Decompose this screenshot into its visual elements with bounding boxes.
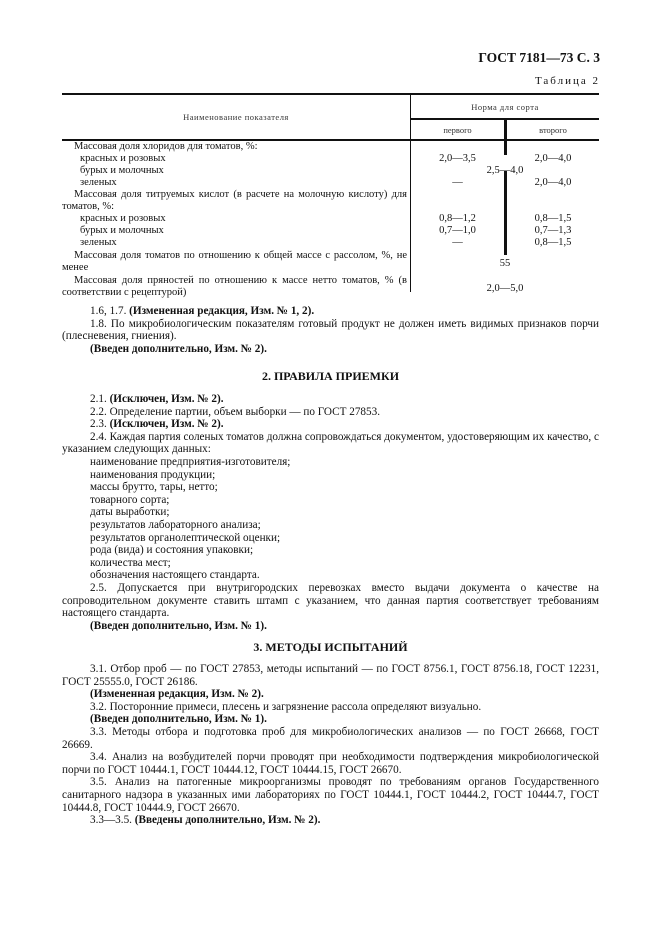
row-name: Массовая доля хлоридов для томатов, %:: [74, 141, 258, 152]
amendment-note: (Измененная редакция, Изм. № 1, 2).: [129, 305, 315, 317]
section-2: [62, 370, 599, 383]
row-value-first: 0,7—1,0: [439, 225, 476, 236]
list-item: массы брутто, тары, нетто;: [90, 481, 218, 494]
paragraph-3-5: 3.5. Анализ на патогенные микроорганизмы проводят по требованиям органов Государственного санитарного надзора в указанных ими лабораториях по ГОСТ 10444.1, ГОСТ 10444.2, ГОСТ 10444.7, ГОСТ 10444.8, ГОСТ 10444.9, ГОСТ 26670.: [62, 776, 599, 814]
section-2-title: 2. ПРАВИЛА ПРИЕМКИ: [261, 369, 400, 383]
row-value-second: 2,0—4,0: [534, 177, 572, 188]
paragraph-number: 1.6, 1.7.: [90, 305, 127, 317]
column-header-norm: Норма для сорта: [471, 101, 539, 112]
row-name: бурых и молочных: [80, 225, 164, 236]
section-3-title: 3. МЕТОДЫ ИСПЫТАНИЙ: [253, 640, 408, 654]
paragraph-2-1: [62, 393, 599, 406]
row-value-first: 2,0—3,5: [439, 153, 476, 164]
amendment-note: (Исключен, Изм. № 2).: [109, 393, 224, 405]
amendment-note: (Введен дополнительно, Изм. № 2).: [90, 342, 267, 355]
row-value-second: 2,0—4,0: [534, 153, 572, 164]
row-value-second: 0,8—1,5: [534, 213, 572, 224]
paragraph-3-4: 3.4. Анализ на возбудителей порчи проводят при необходимости подтверждения микробиологической порчи по ГОСТ 10444.1, ГОСТ 10444.12, ГОСТ 10444.15, ГОСТ 26670.: [62, 751, 599, 776]
amendment-note: (Исключен, Изм. № 2).: [109, 418, 224, 431]
list-item: результатов лабораторного анализа;: [90, 518, 261, 531]
column-header-indicator: Наименование показателя: [183, 112, 289, 122]
row-value-second: 0,8—1,5: [534, 237, 572, 248]
paragraph-number: 2.3.: [90, 418, 107, 431]
row-name: зеленых: [80, 237, 117, 248]
paragraph-3-3-3-5: [62, 814, 599, 827]
paragraph-2-3: [62, 418, 599, 431]
paragraph-number: 3.3—3.5.: [90, 814, 132, 827]
row-value-first: 0,8—1,2: [439, 213, 476, 224]
paragraph-3-2: 3.2. Посторонние примеси, плесень и загрязнение рассола определяют визуально.: [90, 700, 482, 713]
document-body-part1: [62, 305, 599, 355]
list-item: обозначения настоящего стандарта.: [90, 569, 260, 582]
paragraph-3-3: 3.3. Методы отбора и подготовка проб для микробиологических анализов — по ГОСТ 26668, ГОСТ 26669.: [62, 725, 599, 751]
list-item: товарного сорта;: [90, 493, 170, 506]
row-name: бурых и молочных: [80, 165, 164, 176]
row-value-first: —: [452, 237, 463, 248]
amendment-note: (Введены дополнительно, Изм. № 2).: [134, 814, 321, 827]
row-name: Массовая доля томатов по отношению к общей массе с рассолом, %, не менее: [62, 250, 407, 273]
row-name: зеленых: [80, 177, 117, 188]
row-value-first: —: [452, 177, 463, 188]
list-item: количества мест;: [90, 556, 171, 569]
list-item: даты выработки;: [90, 506, 170, 519]
paragraph-1-6-1-7: [62, 305, 599, 318]
row-name: Массовая доля титруемых кислот (в расчете на молочную кислоту) для томатов, %:: [62, 189, 407, 212]
paragraph-2-2: 2.2. Определение партии, объем выборки — по ГОСТ 27853.: [90, 405, 381, 418]
amendment-note: (Введен дополнительно, Изм. № 1).: [90, 713, 267, 726]
list-item: рода (вида) и состояния упаковки;: [90, 544, 254, 557]
column-header-second-grade: второго: [539, 124, 567, 135]
row-value-both: 55: [499, 258, 511, 269]
amendment-note: (Измененная редакция, Изм. № 2).: [90, 688, 264, 701]
paragraph-2-5: 2.5. Допускается при внутригородских перевозках вместо выдачи документа о качестве на сопроводительном документе ставить штамп с указанием, что данная партия соответствует требованиям настоящего стандарта.: [62, 581, 599, 620]
paragraph-3-1: 3.1. Отбор проб — по ГОСТ 27853, методы испытаний — по ГОСТ 8756.1, ГОСТ 8756.18, ГОСТ 12231, ГОСТ 25555.0, ГОСТ 26186.: [62, 663, 599, 688]
paragraph-1-8: 1.8. По микробиологическим показателям готовый продукт не должен иметь видимых признаков порчи (плесневения, гниения).: [62, 317, 599, 343]
section-3-body: [62, 663, 599, 827]
document-reference: ГОСТ 7181—73 С. 3: [478, 50, 600, 65]
row-name: Массовая доля пряностей по отношению к массе нетто томатов, % (в соответствии с рецептурой): [62, 275, 407, 298]
list-item: результатов органолептической оценки;: [90, 531, 281, 544]
paragraph-2-4: 2.4. Каждая партия соленых томатов должна сопровождаться документом, удостоверяющим их качество, с указанием следующих данных:: [62, 430, 599, 456]
list-item: наименования продукции;: [90, 468, 216, 481]
row-name: красных и розовых: [80, 153, 166, 164]
table-label: Таблица 2: [534, 75, 600, 87]
row-name: красных и розовых: [80, 213, 166, 224]
section-3: [62, 641, 599, 654]
column-header-first-grade: первого: [443, 124, 472, 135]
amendment-note: (Введен дополнительно, Изм. № 1).: [90, 619, 267, 632]
row-value-both: 2,0—5,0: [486, 283, 524, 294]
row-value-both: 2,5—4,0: [486, 165, 524, 176]
row-value-second: 0,7—1,3: [534, 225, 572, 236]
list-item: наименование предприятия-изготовителя;: [90, 455, 291, 468]
section-2-body: [62, 393, 599, 632]
paragraph-number: 2.1.: [90, 393, 107, 405]
